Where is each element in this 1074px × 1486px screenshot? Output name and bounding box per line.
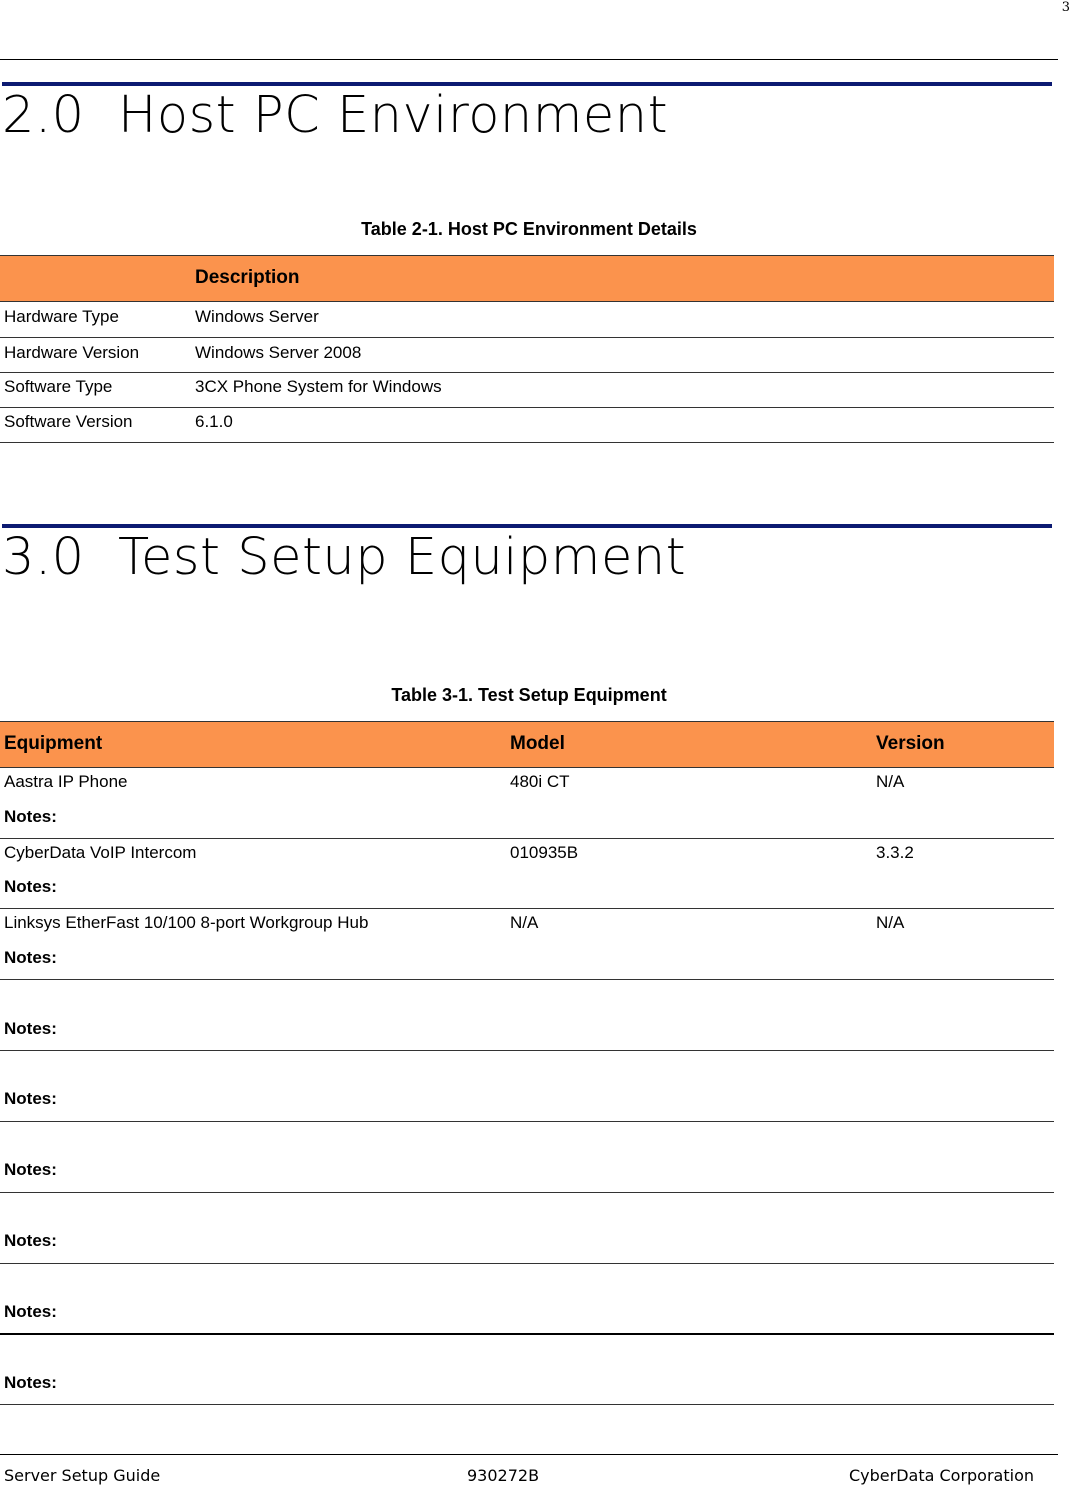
footer-document-title: Server Setup Guide	[4, 1466, 161, 1485]
table-row	[0, 302, 1054, 338]
table-cell-value: 3CX Phone System for Windows	[195, 377, 442, 396]
table-cell-value: 6.1.0	[195, 412, 233, 431]
model-cell: 480i CT	[510, 772, 570, 791]
footer-rule	[0, 1454, 1058, 1455]
footer-company-name: CyberData Corporation	[848, 1466, 1034, 1485]
table-3-1-header-model: Model	[510, 733, 565, 754]
table-row	[0, 373, 1054, 408]
version-cell: 3.3.2	[876, 843, 914, 862]
notes-label: Notes:	[4, 1231, 57, 1250]
table-3-1-header	[0, 721, 1054, 768]
model-cell: N/A	[510, 913, 539, 932]
header-rule	[0, 59, 1058, 60]
version-cell: N/A	[876, 772, 905, 791]
table-row	[0, 1051, 1054, 1122]
table-row	[0, 839, 1054, 909]
notes-label: Notes:	[4, 1160, 57, 1179]
notes-label: Notes:	[4, 877, 57, 896]
footer-document-number: 930272B	[467, 1466, 540, 1485]
table-row	[0, 1193, 1054, 1264]
notes-label: Notes:	[4, 807, 57, 826]
table-row	[0, 1264, 1054, 1335]
notes-label: Notes:	[4, 948, 57, 967]
table-row	[0, 1122, 1054, 1193]
table-cell-label: Hardware Version	[4, 343, 140, 362]
notes-label: Notes:	[4, 1089, 57, 1108]
notes-label: Notes:	[4, 1302, 57, 1321]
table-2-1-header-description: Description	[195, 267, 300, 288]
section-3-number: 3.0	[2, 528, 85, 587]
table-3-1-header-version: Version	[876, 733, 945, 754]
version-cell: N/A	[876, 913, 905, 932]
table-cell-value: Windows Server 2008	[195, 343, 362, 362]
section-3-heading	[2, 528, 686, 587]
table-cell-label: Software Version	[4, 412, 133, 431]
section-2-number: 2.0	[2, 86, 85, 145]
table-3-1-header-equipment: Equipment	[4, 733, 103, 754]
page-number: 3	[1061, 0, 1070, 15]
table-row	[0, 338, 1054, 373]
table-3-1-caption: Table 3-1. Test Setup Equipment	[391, 685, 667, 705]
notes-label: Notes:	[4, 1373, 57, 1392]
section-3-title: Test Setup Equipment	[118, 528, 687, 587]
table-row	[0, 1335, 1054, 1405]
table-row	[0, 980, 1054, 1051]
section-2-title: Host PC Environment	[118, 86, 669, 145]
table-cell-value: Windows Server	[195, 307, 319, 326]
equipment-cell: Aastra IP Phone	[4, 772, 128, 791]
table-2-1-caption: Table 2-1. Host PC Environment Details	[361, 219, 697, 239]
table-cell-label: Software Type	[4, 377, 113, 396]
notes-label: Notes:	[4, 1019, 57, 1038]
table-row	[0, 768, 1054, 839]
table-row	[0, 408, 1054, 443]
section-2-heading	[2, 86, 668, 145]
model-cell: 010935B	[510, 843, 579, 862]
table-2-1-header	[0, 255, 1054, 302]
equipment-cell: CyberData VoIP Intercom	[4, 843, 197, 862]
table-cell-label: Hardware Type	[4, 307, 119, 326]
table-row	[0, 909, 1054, 980]
equipment-cell: Linksys EtherFast 10/100 8-port Workgroup Hub	[4, 913, 369, 932]
